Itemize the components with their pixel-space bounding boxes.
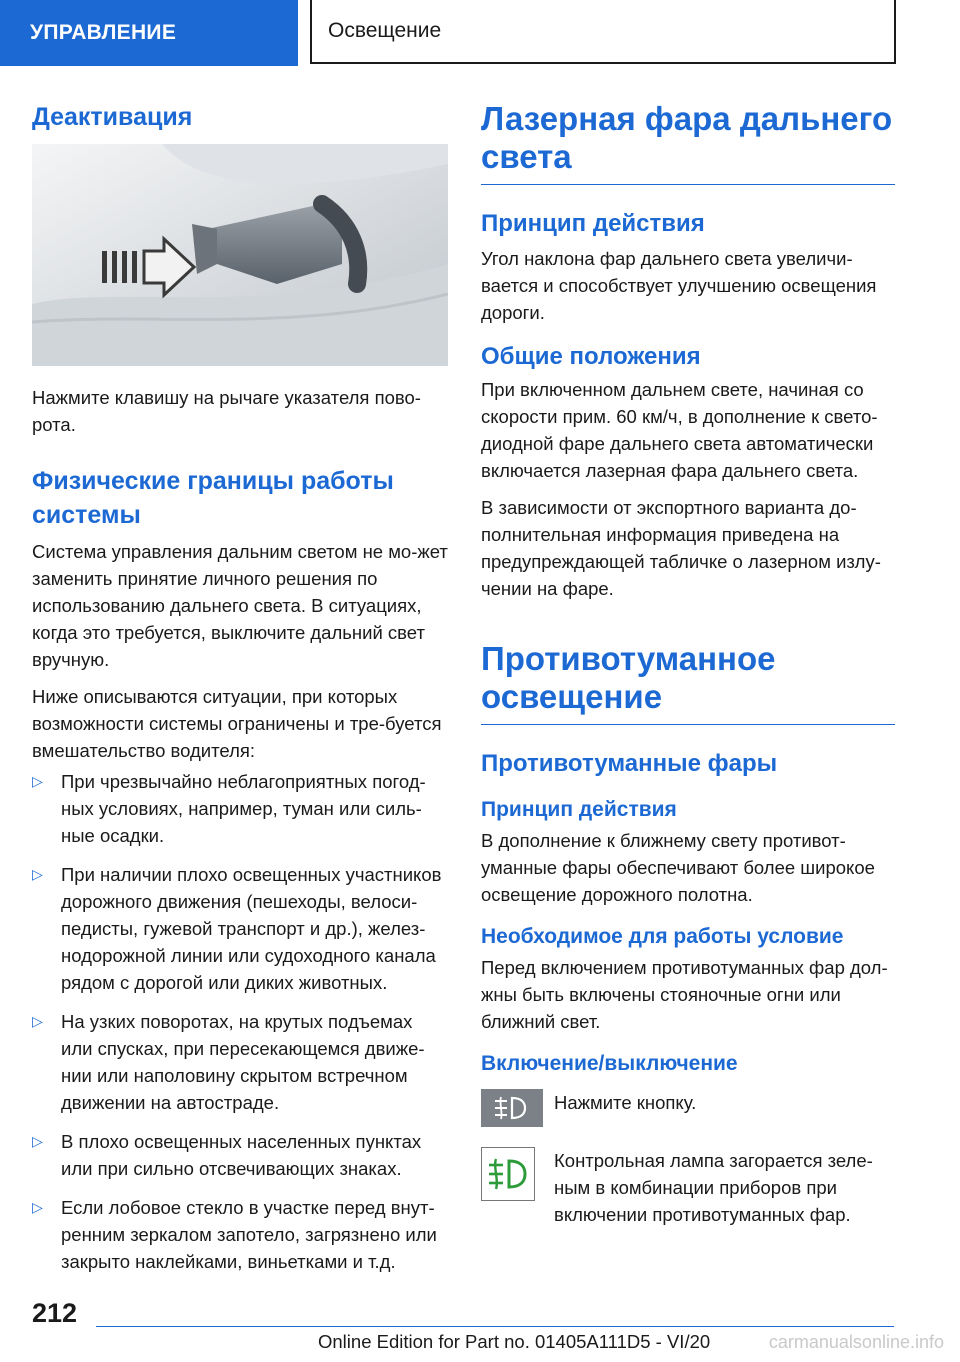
triangle-right-icon: ▷ xyxy=(32,1133,43,1149)
press-lever-text: Нажмите клавишу на рычаге указателя пово-рота. xyxy=(32,387,421,435)
limits-paragraph-2: Ниже описываются ситуации, при которых возможности системы ограничены и тре-буется вмешательство водителя: xyxy=(32,686,442,761)
fog-principle-text: В дополнение к ближнему свету противот-уманные фары обеспечивают более широкое освещение дорожного полотна. xyxy=(481,830,875,905)
triangle-right-icon: ▷ xyxy=(32,1199,43,1215)
fog-lights-heading: Противотуманные фары xyxy=(481,750,778,777)
principle-text: Угол наклона фар дальнего света увеличи-вается и способствует улучшению освещения дороги. xyxy=(481,248,877,323)
fog-light-button-icon xyxy=(481,1089,543,1127)
principle-heading: Принцип действия xyxy=(481,210,705,237)
section-rule xyxy=(481,724,895,725)
limits-paragraph-1: Система управления дальним светом не мо-жет заменить принятие личного решения по использованию дальнего света. В ситуациях, когда это требуется, выключите дальний свет вручную. xyxy=(32,541,448,670)
list-item: ▷ При чрезвычайно неблагоприятных погод-ных условиях, например, туман или силь-ные осадки. xyxy=(32,768,448,849)
requirements-heading: Необходимое для работы условие xyxy=(481,925,844,948)
indicator-text: Контрольная лампа загорается зеле-ным в комбинации приборов при включении противотуманных фар. xyxy=(554,1150,873,1225)
general-paragraph-1: При включенном дальнем свете, начиная со скорости прим. 60 км/ч, в дополнение к свето-диодной фаре дальнего света автоматически включается лазерная фара дальнего света. xyxy=(481,379,878,481)
page-number: 212 xyxy=(32,1298,78,1328)
chapter-title: Освещение xyxy=(310,0,896,64)
list-item: ▷ В плохо освещенных населенных пунктах или при сильно отсвечивающих знаках. xyxy=(32,1128,448,1182)
left-column xyxy=(32,100,448,1287)
page-header xyxy=(0,0,960,66)
triangle-right-icon: ▷ xyxy=(32,866,43,882)
fog-indicator-row xyxy=(481,1147,895,1228)
right-column xyxy=(481,100,895,1228)
general-paragraph-2: В зависимости от экспортного варианта до-полнительная информация приведена на предупреждающей табличке о лазерном излу-чении на фаре. xyxy=(481,497,881,599)
turn-signal-lever-figure xyxy=(32,144,448,366)
fog-button-row xyxy=(481,1089,895,1143)
fog-principle-heading: Принцип действия xyxy=(481,798,677,821)
edition-text: Online Edition for Part no. 01405A111D5 - VI/20 xyxy=(318,1331,711,1352)
stalk-illustration xyxy=(32,144,448,366)
section-rule xyxy=(481,184,895,185)
limits-list xyxy=(32,768,448,1275)
fog-light-indicator-icon xyxy=(481,1147,535,1201)
limits-heading: Физические границы работы системы xyxy=(32,467,394,529)
triangle-right-icon: ▷ xyxy=(32,1013,43,1029)
laser-chapter-heading: Лазерная фара дальнего света xyxy=(481,100,893,175)
deactivation-heading: Деактивация xyxy=(32,103,193,131)
footer-rule xyxy=(96,1326,894,1327)
triangle-right-icon: ▷ xyxy=(32,773,43,789)
watermark: carmanualsonline.info xyxy=(768,1332,944,1352)
general-heading: Общие положения xyxy=(481,343,701,370)
list-item: ▷ При наличии плохо освещенных участников дорожного движения (пешеходы, велоси-педисты, гужевой транспорт и др.), желез-нодорожной линии или судоходного канала рядом с дорогой или диких животных. xyxy=(32,861,448,996)
on-off-heading: Включение/выключение xyxy=(481,1052,738,1075)
list-item: ▷ Если лобовое стекло в участке перед внут-ренним зеркалом запотело, загрязнено или закрыто наклейками, виньетками и т.д. xyxy=(32,1194,448,1275)
press-button-text: Нажмите кнопку. xyxy=(554,1092,697,1113)
fog-chapter-heading: Противотуманное освещение xyxy=(481,640,776,715)
section-tab: УПРАВЛЕНИЕ xyxy=(0,0,298,66)
requirements-text: Перед включением противотуманных фар дол-жны быть включены стояночные огни или ближний свет. xyxy=(481,957,888,1032)
page-footer xyxy=(0,1296,960,1362)
list-item: ▷ На узких поворотах, на крутых подъемах или спусках, при пересекающемся движе-нии или наполовину скрытом встречном движении на автостраде. xyxy=(32,1008,448,1116)
